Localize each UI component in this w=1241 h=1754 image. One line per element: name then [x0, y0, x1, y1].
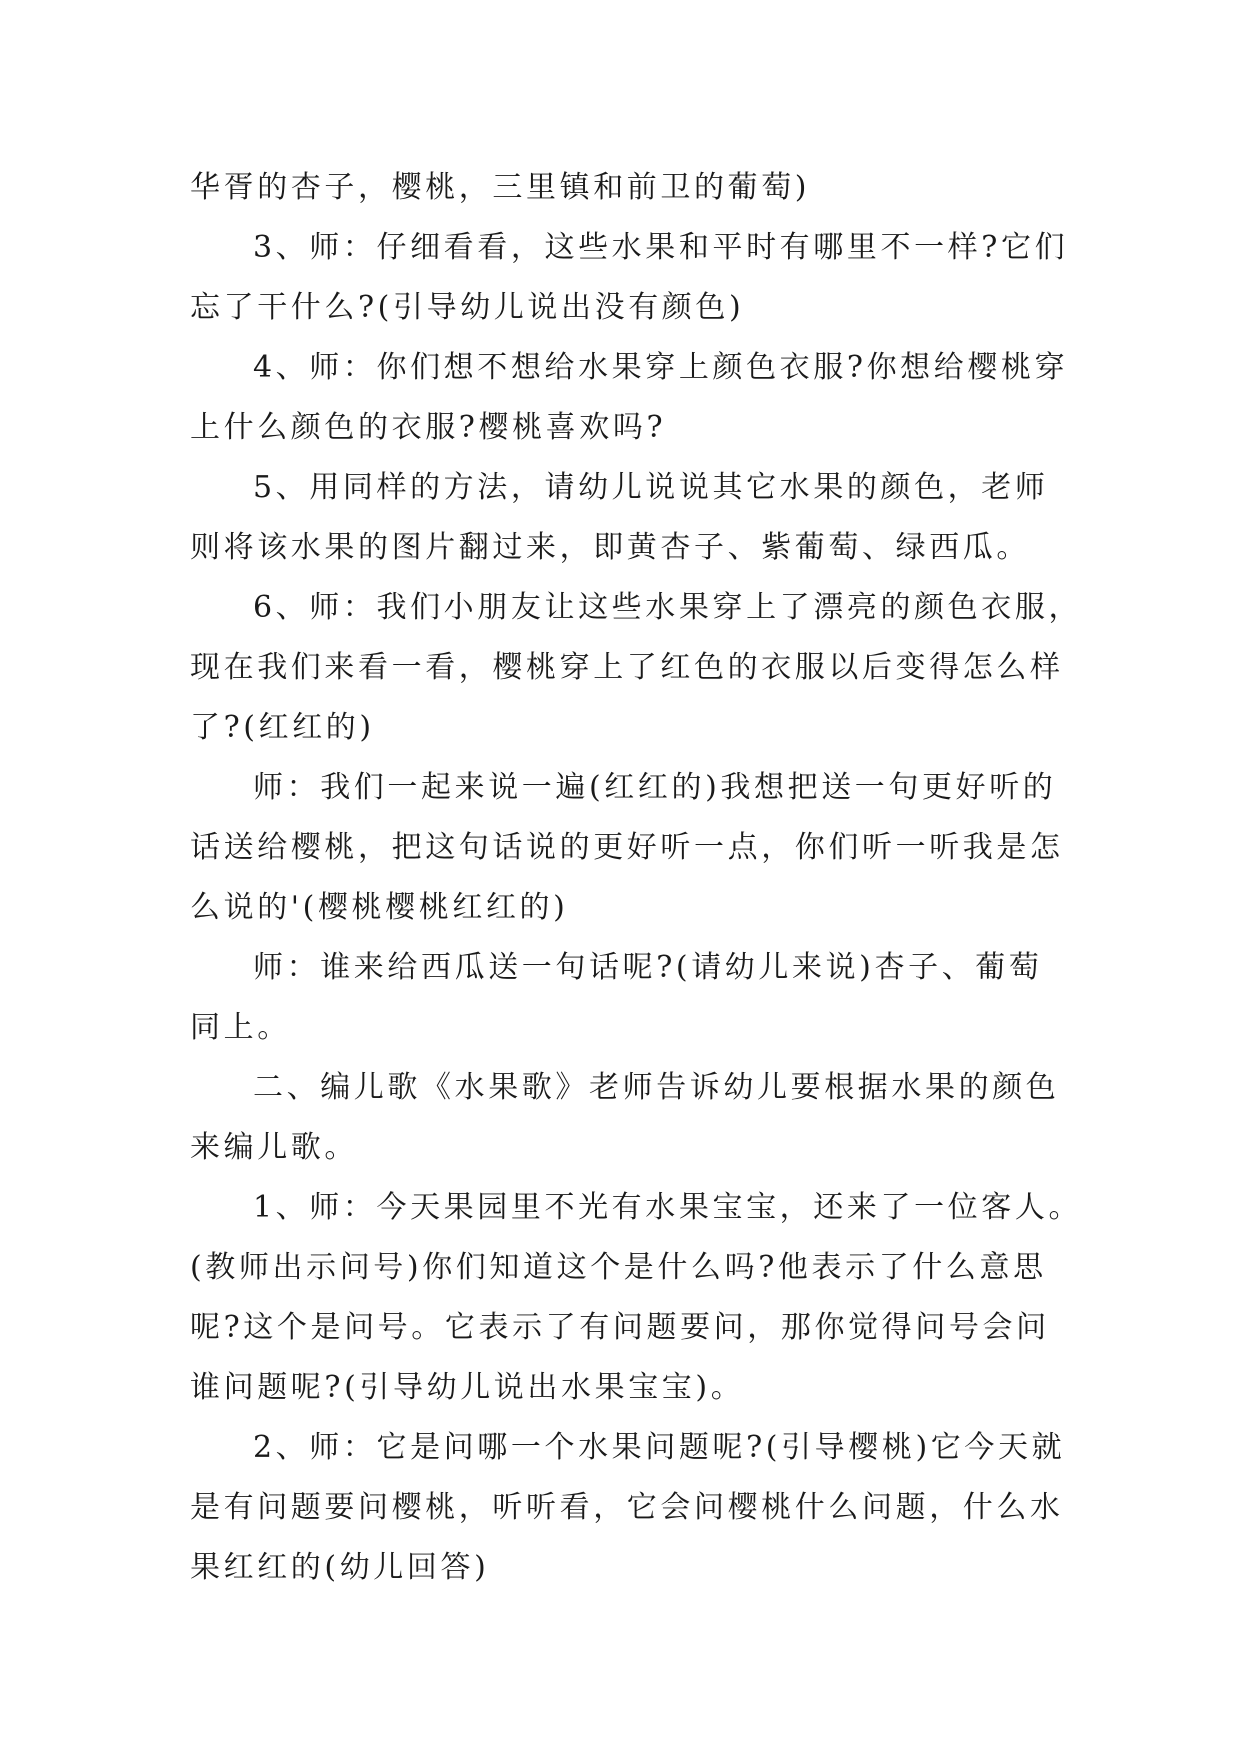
text-line: 1、师：今天果园里不光有水果宝宝，还来了一位客人。 [253, 1190, 1083, 1225]
text-line: 同上。 [190, 1010, 291, 1045]
text-line: 上什么颜色的衣服?樱桃喜欢吗? [190, 410, 667, 445]
text-line: 呢?这个是问号。它表示了有问题要问，那你觉得问号会问 [190, 1310, 1050, 1345]
text-line: 果红红的(幼儿回答) [190, 1550, 490, 1585]
text-line: 3、师：仔细看看，这些水果和平时有哪里不一样?它们 [253, 230, 1069, 265]
text-line: 4、师：你们想不想给水果穿上颜色衣服?你想给樱桃穿 [253, 350, 1069, 385]
text-line: 现在我们来看一看，樱桃穿上了红色的衣服以后变得怎么样 [190, 650, 1064, 685]
text-line: 华胥的杏子，樱桃，三里镇和前卫的葡萄) [190, 170, 811, 205]
text-line: (教师出示问号)你们知道这个是什么吗?他表示了什么意思 [190, 1250, 1047, 1285]
text-line: 话送给樱桃，把这句话说的更好听一点，你们听一听我是怎 [190, 830, 1064, 865]
text-line: 二、编儿歌《水果歌》老师告诉幼儿要根据水果的颜色 [253, 1070, 1060, 1105]
text-line: 了?(红红的) [190, 710, 375, 745]
text-line: 师：我们一起来说一遍(红红的)我想把送一句更好听的 [253, 770, 1057, 805]
text-line: 2、师：它是问哪一个水果问题呢?(引导樱桃)它今天就 [253, 1430, 1066, 1465]
text-line: 是有问题要问樱桃，听听看，它会问樱桃什么问题，什么水 [190, 1490, 1064, 1525]
text-line: 6、师：我们小朋友让这些水果穿上了漂亮的颜色衣服， [253, 590, 1083, 625]
text-line: 5、用同样的方法，请幼儿说说其它水果的颜色，老师 [253, 470, 1049, 505]
body-text [190, 158, 1083, 1598]
text-line: 师：谁来给西瓜送一句话呢?(请幼儿来说)杏子、葡萄 [253, 950, 1043, 985]
text-line: 来编儿歌。 [190, 1130, 358, 1165]
text-line: 谁问题呢?(引导幼儿说出水果宝宝)。 [190, 1370, 745, 1405]
text-line: 忘了干什么?(引导幼儿说出没有颜色) [190, 290, 745, 325]
text-line: 则将该水果的图片翻过来，即黄杏子、紫葡萄、绿西瓜。 [190, 530, 1030, 565]
text-line: 么说的'(樱桃樱桃红红的) [190, 890, 569, 925]
